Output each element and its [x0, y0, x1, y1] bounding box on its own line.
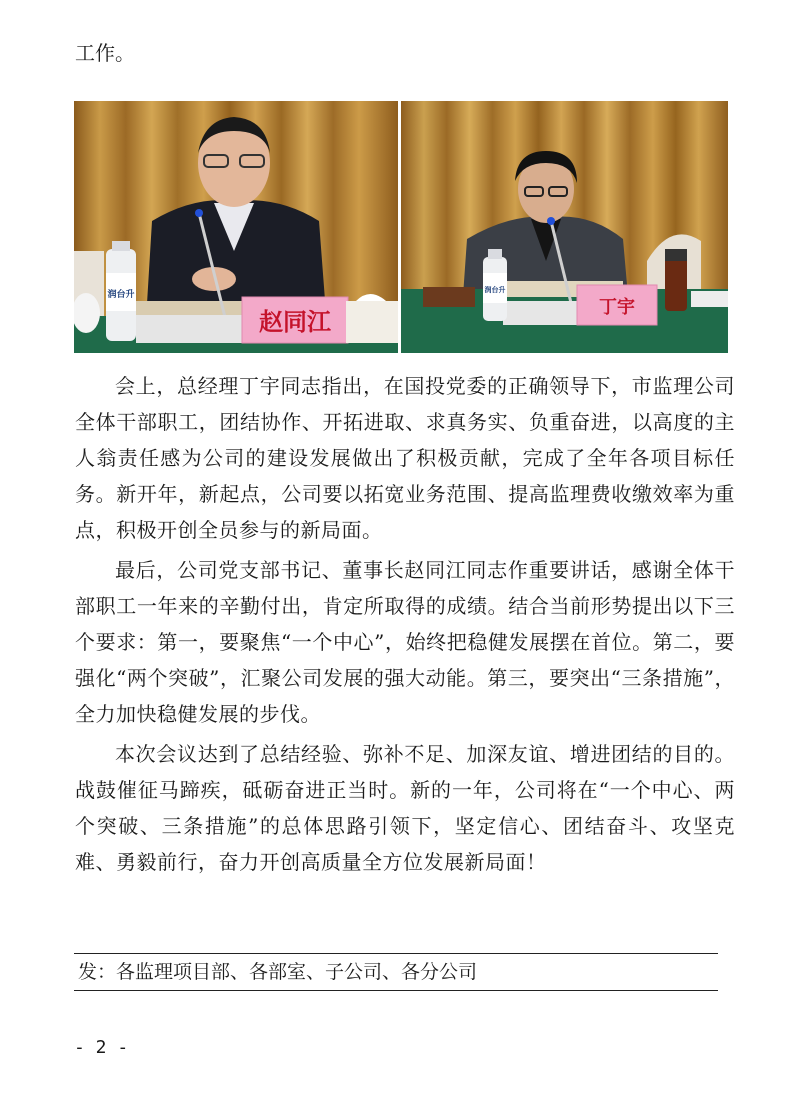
- distribution-line: 发：各监理项目部、各部室、子公司、各分公司: [78, 961, 478, 983]
- bottle-label-1: 润台升: [107, 290, 135, 300]
- photo-speaker-2: [401, 101, 728, 353]
- photo-row: [74, 101, 728, 353]
- photo-speaker-1-image: [74, 101, 398, 353]
- nameplate-1: 赵同江: [259, 307, 331, 336]
- photo-speaker-1: [74, 101, 398, 353]
- divider-bottom: [74, 990, 718, 991]
- photo-speaker-2-image: [401, 101, 728, 353]
- paragraph-1: 会上，总经理丁宇同志指出，在国投党委的正确领导下，市监理公司全体干部职工，团结协作、开拓进取、求真务实、负重奋进，以高度的主人翁责任感为公司的建设发展做出了积极贡献，完成了全年各项目标任务。新开年，新起点，公司要以拓宽业务范围、提高监理费收缴效率为重点，积极开创全员参与的新局面。: [75, 374, 735, 542]
- bottle-label-2: 润台升: [484, 285, 506, 294]
- article-body: [75, 368, 735, 880]
- paragraph-2: 最后，公司党支部书记、董事长赵同江同志作重要讲话，感谢全体干部职工一年来的辛勤付出，肯定所取得的成绩。结合当前形势提出以下三个要求：第一，要聚焦“一个中心”，始终把稳健发展摆在首位。第二，要强化“两个突破”，汇聚公司发展的强大动能。第三，要突出“三条措施”，全力加快稳健发展的步伐。: [75, 558, 735, 726]
- divider-top: [74, 953, 718, 954]
- nameplate-2: 丁宇: [599, 297, 635, 318]
- lead-text: 工作。: [75, 41, 135, 65]
- page-number: - 2 -: [74, 1037, 129, 1058]
- paragraph-3: 本次会议达到了总结经验、弥补不足、加深友谊、增进团结的目的。战鼓催征马蹄疾，砥砺奋进正当时。新的一年，公司将在“一个中心、两个突破、三条措施”的总体思路引领下，坚定信心、团结奋斗、攻坚克难、勇毅前行，奋力开创高质量全方位发展新局面！: [75, 742, 735, 874]
